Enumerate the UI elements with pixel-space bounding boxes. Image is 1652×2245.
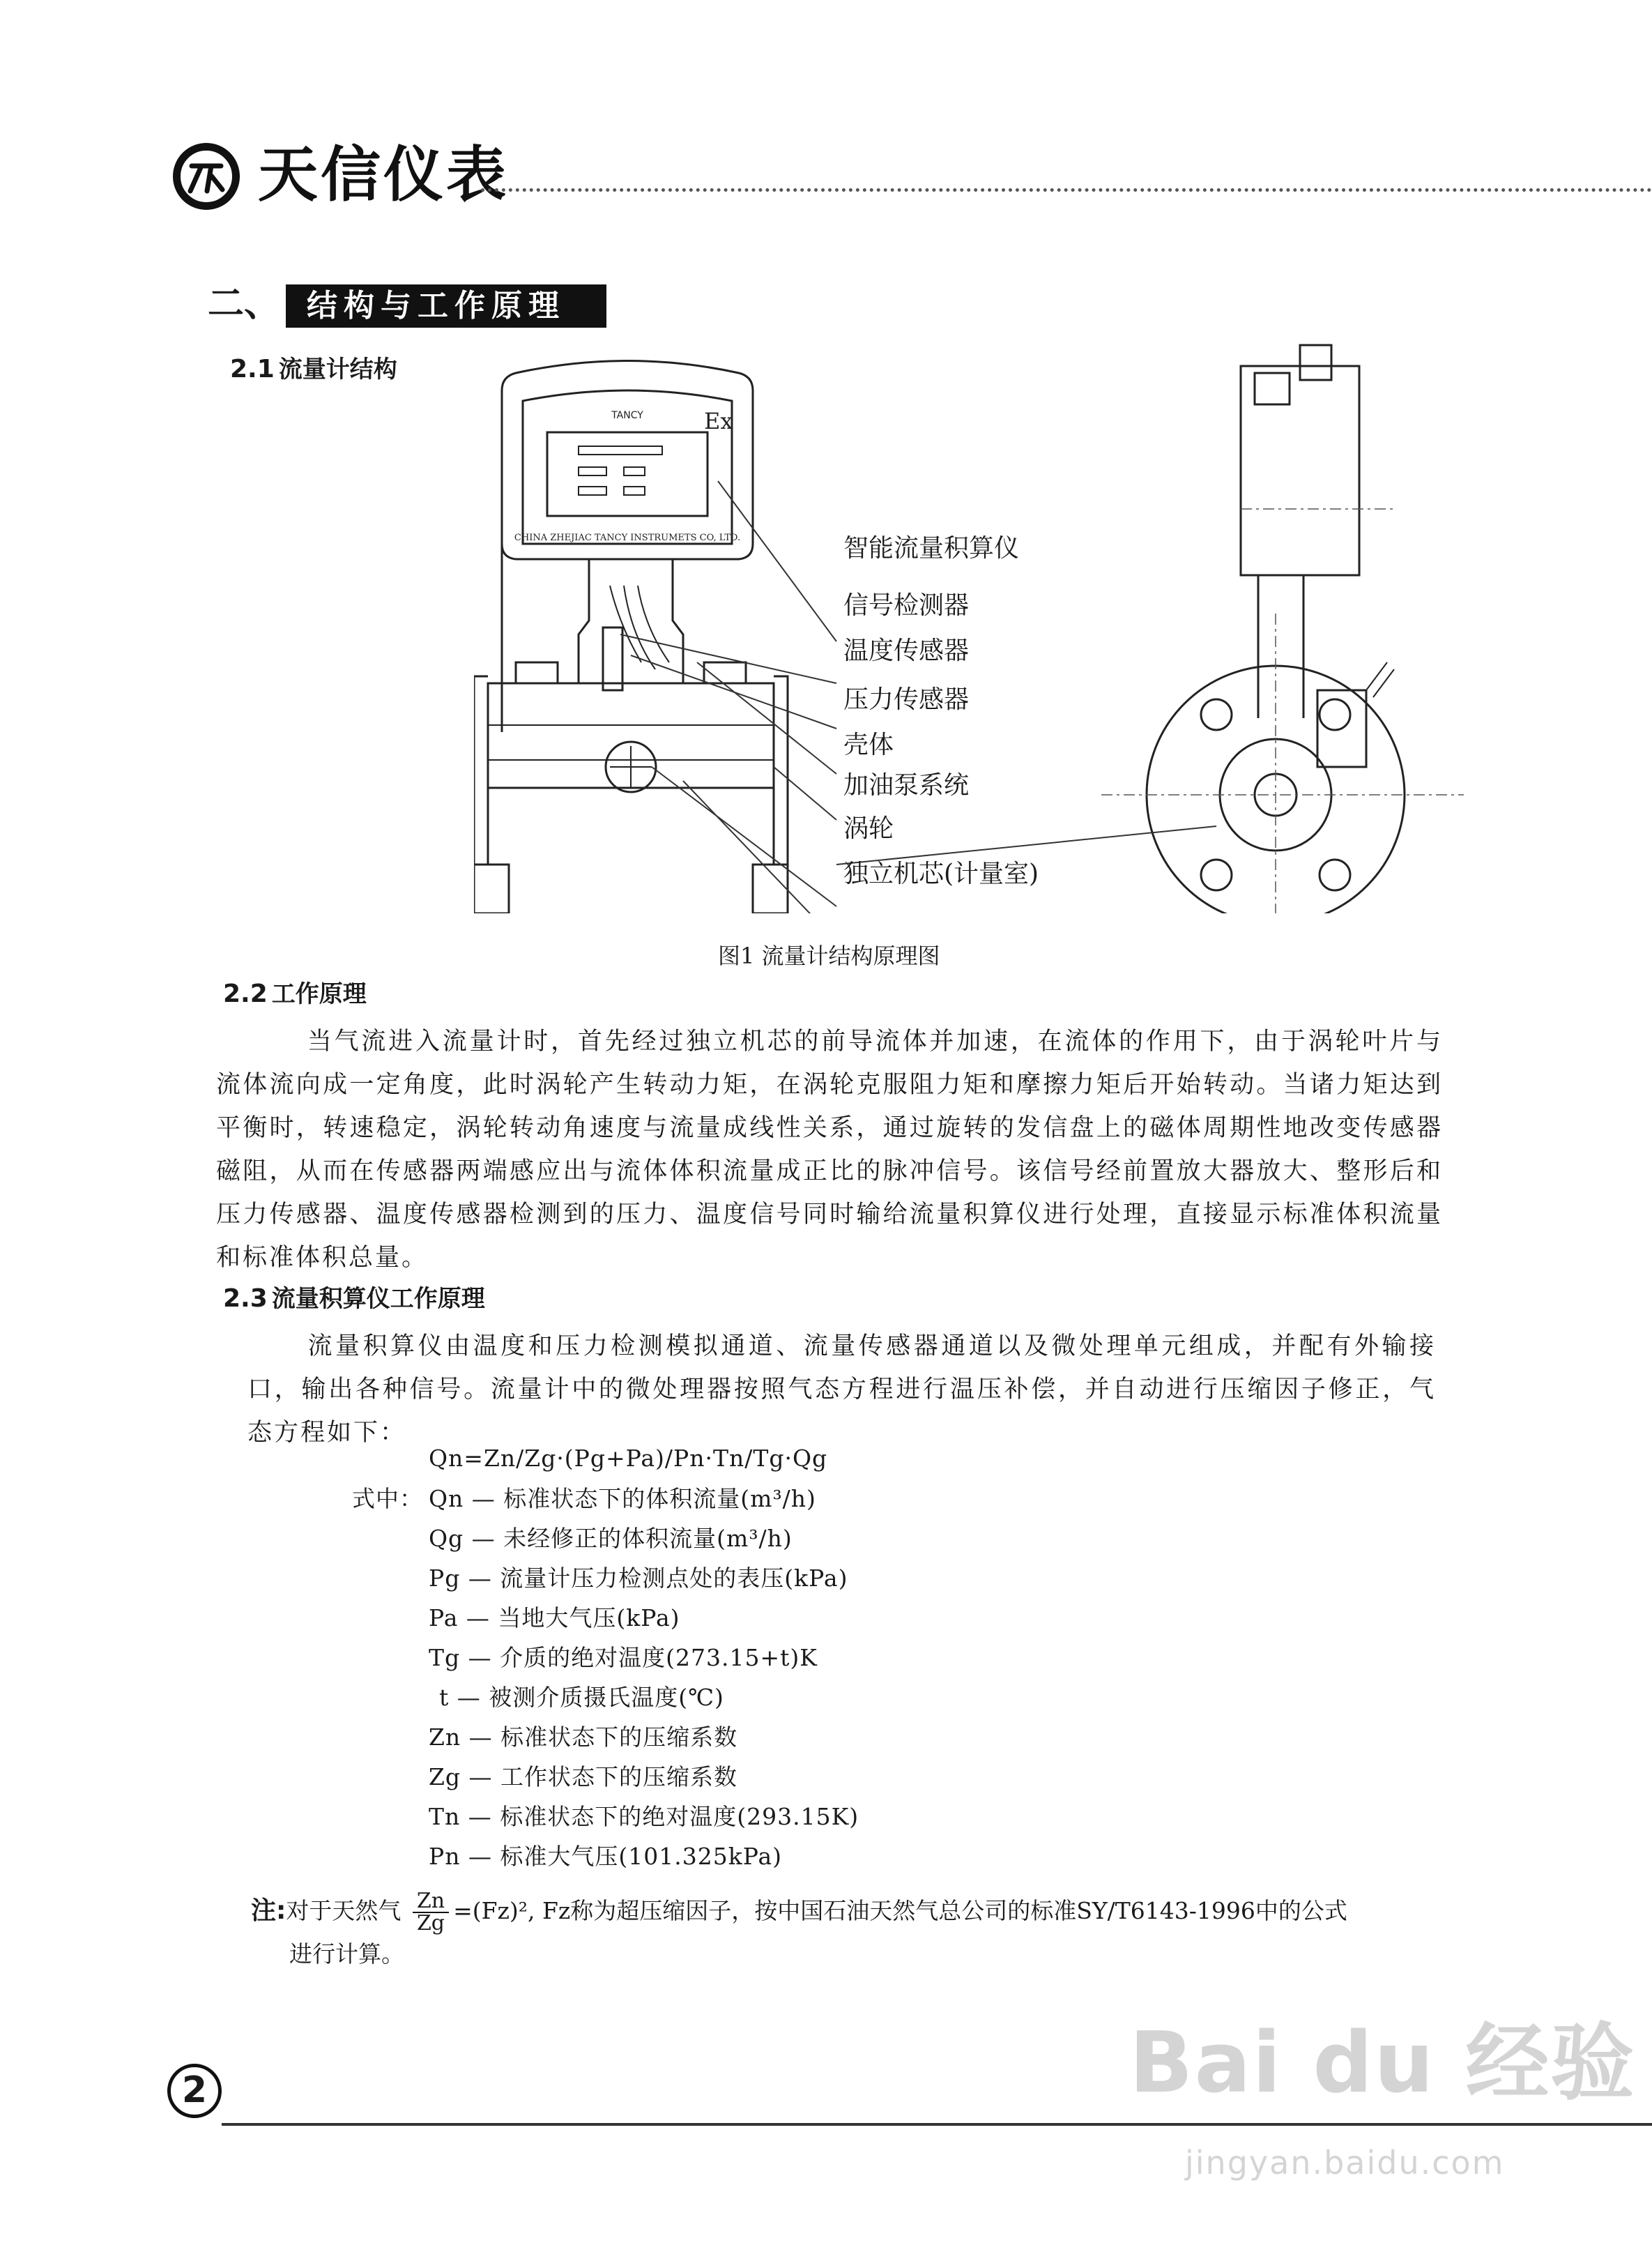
definition-pg: Pg — 流量计压力检测点处的表压(kPa) — [429, 1565, 848, 1592]
signal-detector — [603, 627, 622, 690]
definition-pn: Pn — 标准大气压(101.325kPa) — [429, 1843, 783, 1870]
definition-qn: Qn — 标准状态下的体积流量(m³/h) — [429, 1485, 816, 1512]
section-title: 结构与工作原理 — [286, 284, 606, 328]
label-temperature-sensor: 温度传感器 — [843, 637, 970, 665]
note-label: 注: — [251, 1896, 286, 1925]
where-label: 式中： — [352, 1485, 423, 1512]
definition-tg: Tg — 介质的绝对温度(273.15+t)K — [429, 1644, 818, 1671]
subsection-number: 2.2 — [223, 980, 268, 1008]
definition-zg: Zg — 工作状态下的压缩系数 — [429, 1763, 738, 1790]
note — [251, 1891, 1347, 1934]
lcd-window — [547, 432, 708, 516]
note-continuation: 进行计算。 — [289, 1940, 404, 1968]
fraction-denominator: Zg — [416, 1911, 445, 1935]
subsection-number: 2.1 — [230, 355, 275, 383]
figure-caption: 图1 流量计结构原理图 — [718, 943, 940, 969]
subsection-2-1-heading — [230, 357, 397, 382]
company-text: CHINA ZHEJIAC TANCY INSTRUMETS CO, LTD. — [514, 533, 741, 543]
label-oil-pump: 加油泵系统 — [843, 771, 970, 800]
note-prefix: 对于天然气 — [286, 1897, 401, 1924]
working-principle-paragraph — [216, 1020, 1443, 1279]
ex-mark: Ex — [704, 408, 733, 434]
display-brand: TANCY — [611, 410, 643, 421]
label-housing: 壳体 — [843, 731, 894, 759]
flowmeter-structure-figure — [474, 335, 1520, 913]
definition-qg: Qg — 未经修正的体积流量(m³/h) — [429, 1525, 793, 1552]
footer-rule — [222, 2123, 1652, 2126]
subsection-number: 2.3 — [223, 1284, 268, 1313]
label-cartridge: 独立机芯(计量室) — [843, 860, 1039, 888]
definition-tn: Tn — 标准状态下的绝对温度(293.15K) — [429, 1803, 859, 1830]
definition-t: t — 被测介质摄氏温度(℃) — [439, 1684, 724, 1711]
definition-zn: Zn — 标准状态下的压缩系数 — [429, 1723, 738, 1751]
subsection-title: 工作原理 — [271, 980, 367, 1008]
header-divider — [481, 188, 1652, 192]
label-signal-detector: 信号检测器 — [843, 591, 970, 620]
subsection-title: 流量计结构 — [278, 356, 397, 383]
watermark-url: jingyan.baidu.com — [1185, 2144, 1505, 2182]
label-turbine: 涡轮 — [843, 814, 894, 843]
gas-equation: Qn=Zn/Zg·(Pg+Pa)/Pn·Tn/Tg·Qg — [429, 1445, 828, 1472]
integrator-text: 流量积算仪由温度和压力检测模拟通道、流量传感器通道以及微处理单元组成，并配有外输接口，输出各种信号。流量计中的微处理器按照气态方程进行温压补偿，并自动进行压缩因子修正，气态方程如下： — [247, 1332, 1436, 1447]
page-number: 2 — [167, 2064, 222, 2118]
compressibility-fraction — [413, 1891, 449, 1934]
working-principle-text: 当气流进入流量计时，首先经过独立机芯的前导流体并加速，在流体的作用下，由于涡轮叶片与流体流向成一定角度，此时涡轮产生转动力矩，在涡轮克服阻力矩和摩擦力矩后开始转动。当诸力矩达到平衡时，转速稳定，涡轮转动角速度与流量成线性关系，通过旋转的发信盘上的磁体周期性地改变传感器磁阻，从而在传感器两端感应出与流体体积流量成正比的脉冲信号。该信号经前置放大器放大、整形后和压力传感器、温度传感器检测到的压力、温度信号同时输给流量积算仪进行处理，直接显示标准体积流量和标准体积总量。 — [216, 1028, 1443, 1272]
inlet-flange — [474, 676, 509, 913]
brand-name: 天信仪表 — [258, 140, 509, 210]
subsection-2-2-heading — [223, 982, 367, 1007]
note-suffix: =(Fz)², Fz称为超压缩因子，按中国石油天然气总公司的标准SY/T6143-1996中的公式 — [453, 1897, 1347, 1924]
subsection-title: 流量积算仪工作原理 — [271, 1285, 485, 1313]
side-integrator — [1241, 366, 1359, 575]
definition-pa: Pa — 当地大气压(kPa) — [429, 1604, 680, 1631]
neck — [579, 559, 683, 683]
integrator-paragraph — [247, 1325, 1436, 1454]
subsection-2-3-heading — [223, 1286, 485, 1311]
watermark-logo: Bai du 经验 — [1129, 2015, 1636, 2112]
section-number: 二、 — [208, 283, 281, 325]
fraction-numerator: Zn — [413, 1891, 449, 1913]
label-pressure-sensor: 压力传感器 — [843, 685, 970, 714]
label-integrator: 智能流量积算仪 — [843, 534, 1020, 563]
brand-logo — [173, 143, 240, 210]
